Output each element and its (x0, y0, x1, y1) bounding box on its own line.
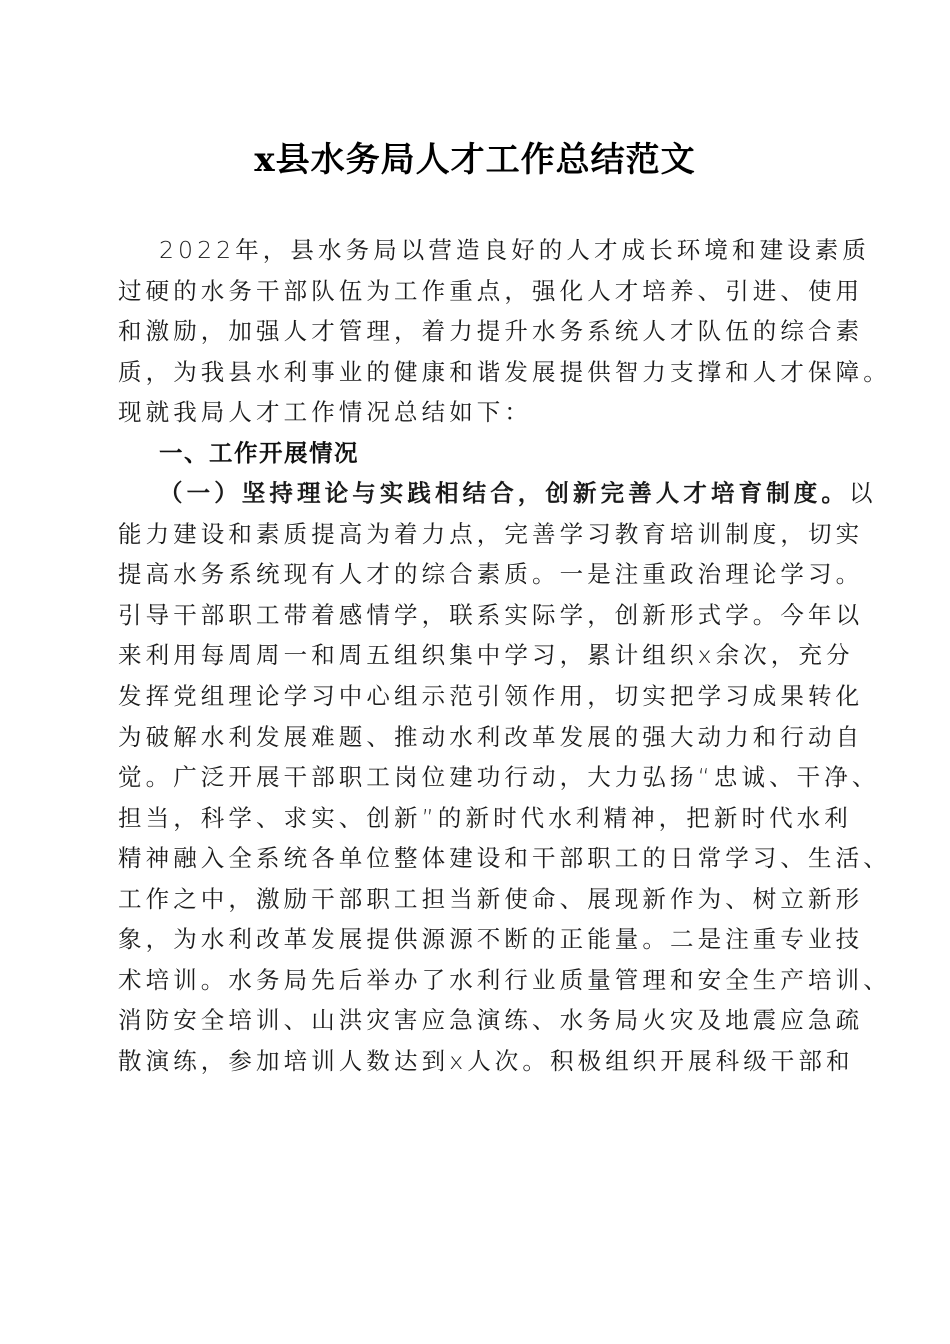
body-line: 为破解水利发展难题、推动水利改革发展的强大动力和行动自 (118, 722, 864, 751)
document-title: x县水务局人才工作总结范文 (254, 140, 696, 180)
document-body (118, 230, 891, 1081)
body-line: 来利用每周周一和周五组织集中学习，累计组织x余次，充分 (118, 641, 854, 670)
body-line: 提高水务系统现有人才的综合素质。一是注重政治理论学习。 (118, 560, 864, 589)
intro-line: 2022年，县水务局以营造良好的人才成长环境和建设素质 (159, 236, 871, 264)
body-line: 消防安全培训、山洪灾害应急演练、水务局火灾及地震应急疏 (118, 1006, 864, 1035)
body-line: 散演练，参加培训人数达到x人次。积极组织开展科级干部和 (118, 1046, 854, 1075)
body-line: 象，为水利改革发展提供源源不断的正能量。二是注重专业技 (118, 925, 864, 954)
subsection-heading: （一）坚持理论与实践相结合，创新完善人才培育制度。 (159, 479, 849, 508)
section-heading: 一、工作开展情况 (159, 438, 359, 467)
body-line: 担当，科学、求实、创新”的新时代水利精神，把新时代水利 (118, 803, 852, 832)
intro-line: 现就我局人才工作情况总结如下： (118, 398, 532, 427)
body-line: 发挥党组理论学习中心组示范引领作用，切实把学习成果转化 (118, 682, 864, 711)
intro-line: 过硬的水务干部队伍为工作重点，强化人才培养、引进、使用 (118, 276, 864, 305)
body-line: 能力建设和素质提高为着力点，完善学习教育培训制度，切实 (118, 519, 864, 548)
body-line: 引导干部职工带着感情学，联系实际学，创新形式学。今年以 (118, 600, 864, 629)
intro-line: 和激励，加强人才管理，着力提升水务系统人才队伍的综合素 (118, 317, 864, 346)
body-line: 术培训。水务局先后举办了水利行业质量管理和安全生产培训、 (118, 965, 891, 994)
subsection-first-line (118, 473, 877, 514)
body-line: 工作之中，激励干部职工担当新使命、展现新作为、树立新形 (118, 884, 864, 913)
body-line: 觉。广泛开展干部职工岗位建功行动，大力弘扬“忠诚、干净、 (118, 763, 880, 792)
intro-line: 质，为我县水利事业的健康和谐发展提供智力支撑和人才保障。 (118, 357, 891, 386)
body-line: 精神融入全系统各单位整体建设和干部职工的日常学习、生活、 (118, 844, 891, 873)
subsection-first-line-tail: 以 (849, 479, 877, 508)
